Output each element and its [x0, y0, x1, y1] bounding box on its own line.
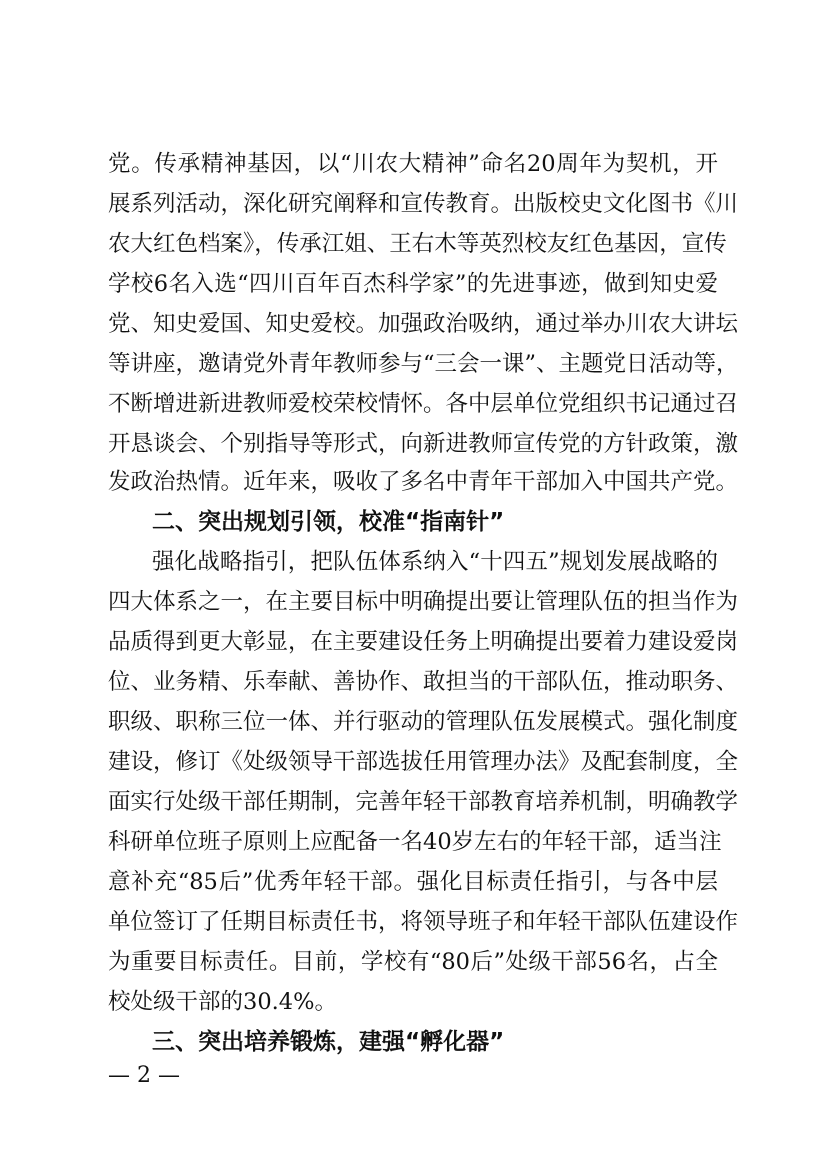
paragraph-line: 等讲座，邀请党外青年教师参与“三会一课”、主题党日活动等，	[108, 351, 739, 377]
paragraph-line: 开恳谈会、个别指导等形式，向新进教师宣传党的方针政策，激	[108, 431, 739, 457]
paragraph-line: 位、业务精、乐奉献、善协作、敢担当的干部队伍，推动职务、	[108, 669, 739, 695]
paragraph-line: 校处级干部的30.4%。	[108, 989, 337, 1015]
paragraph-line: 不断增进新进教师爱校荣校情怀。各中层单位党组织书记通过召	[108, 391, 739, 417]
paragraph-line: 农大红色档案》，传承江姐、王右木等英烈校友红色基因，宣传	[108, 231, 727, 257]
paragraph-line: 面实行处级干部任期制，完善年轻干部教育培养机制，明确教学	[108, 789, 739, 815]
paragraph-line: 单位签订了任期目标责任书，将领导班子和年轻干部队伍建设作	[108, 909, 739, 935]
paragraph-line: 党。传承精神基因，以“川农大精神”命名20周年为契机，开	[108, 151, 718, 177]
paragraph-line: 强化战略指引，把队伍体系纳入“十四五”规划发展战略的	[152, 549, 718, 575]
page-number: — 2 —	[108, 1063, 180, 1088]
paragraph-line: 展系列活动，深化研究阐释和宣传教育。出版校史文化图书《川	[108, 191, 739, 217]
paragraph-line: 学校6名入选“四川百年百杰科学家”的先进事迹，做到知史爱	[108, 271, 718, 297]
paragraph-line: 四大体系之一，在主要目标中明确提出要让管理队伍的担当作为	[108, 589, 739, 615]
paragraph-line: 发政治热情。近年来，吸收了多名中青年干部加入中国共产党。	[108, 469, 739, 495]
section-heading: 二、突出规划引领，校准“指南针”	[152, 509, 505, 535]
paragraph-line: 意补充“85后”优秀年轻干部。强化目标责任指引，与各中层	[108, 869, 718, 895]
paragraph-line: 为重要目标责任。目前，学校有“80后”处级干部56名，占全	[108, 949, 718, 975]
paragraph-line: 品质得到更大彰显，在主要建设任务上明确提出要着力建设爱岗	[108, 629, 739, 655]
paragraph-line: 建设，修订《处级领导干部选拔任用管理办法》及配套制度，全	[108, 749, 739, 775]
paragraph-line: 科研单位班子原则上应配备一名40岁左右的年轻干部，适当注	[108, 829, 722, 855]
paragraph-line: 党、知史爱国、知史爱校。加强政治吸纳，通过举办川农大讲坛	[108, 311, 739, 337]
paragraph-line: 职级、职称三位一体、并行驱动的管理队伍发展模式。强化制度	[108, 709, 739, 735]
section-heading: 三、突出培养锻炼，建强“孵化器”	[152, 1029, 505, 1055]
